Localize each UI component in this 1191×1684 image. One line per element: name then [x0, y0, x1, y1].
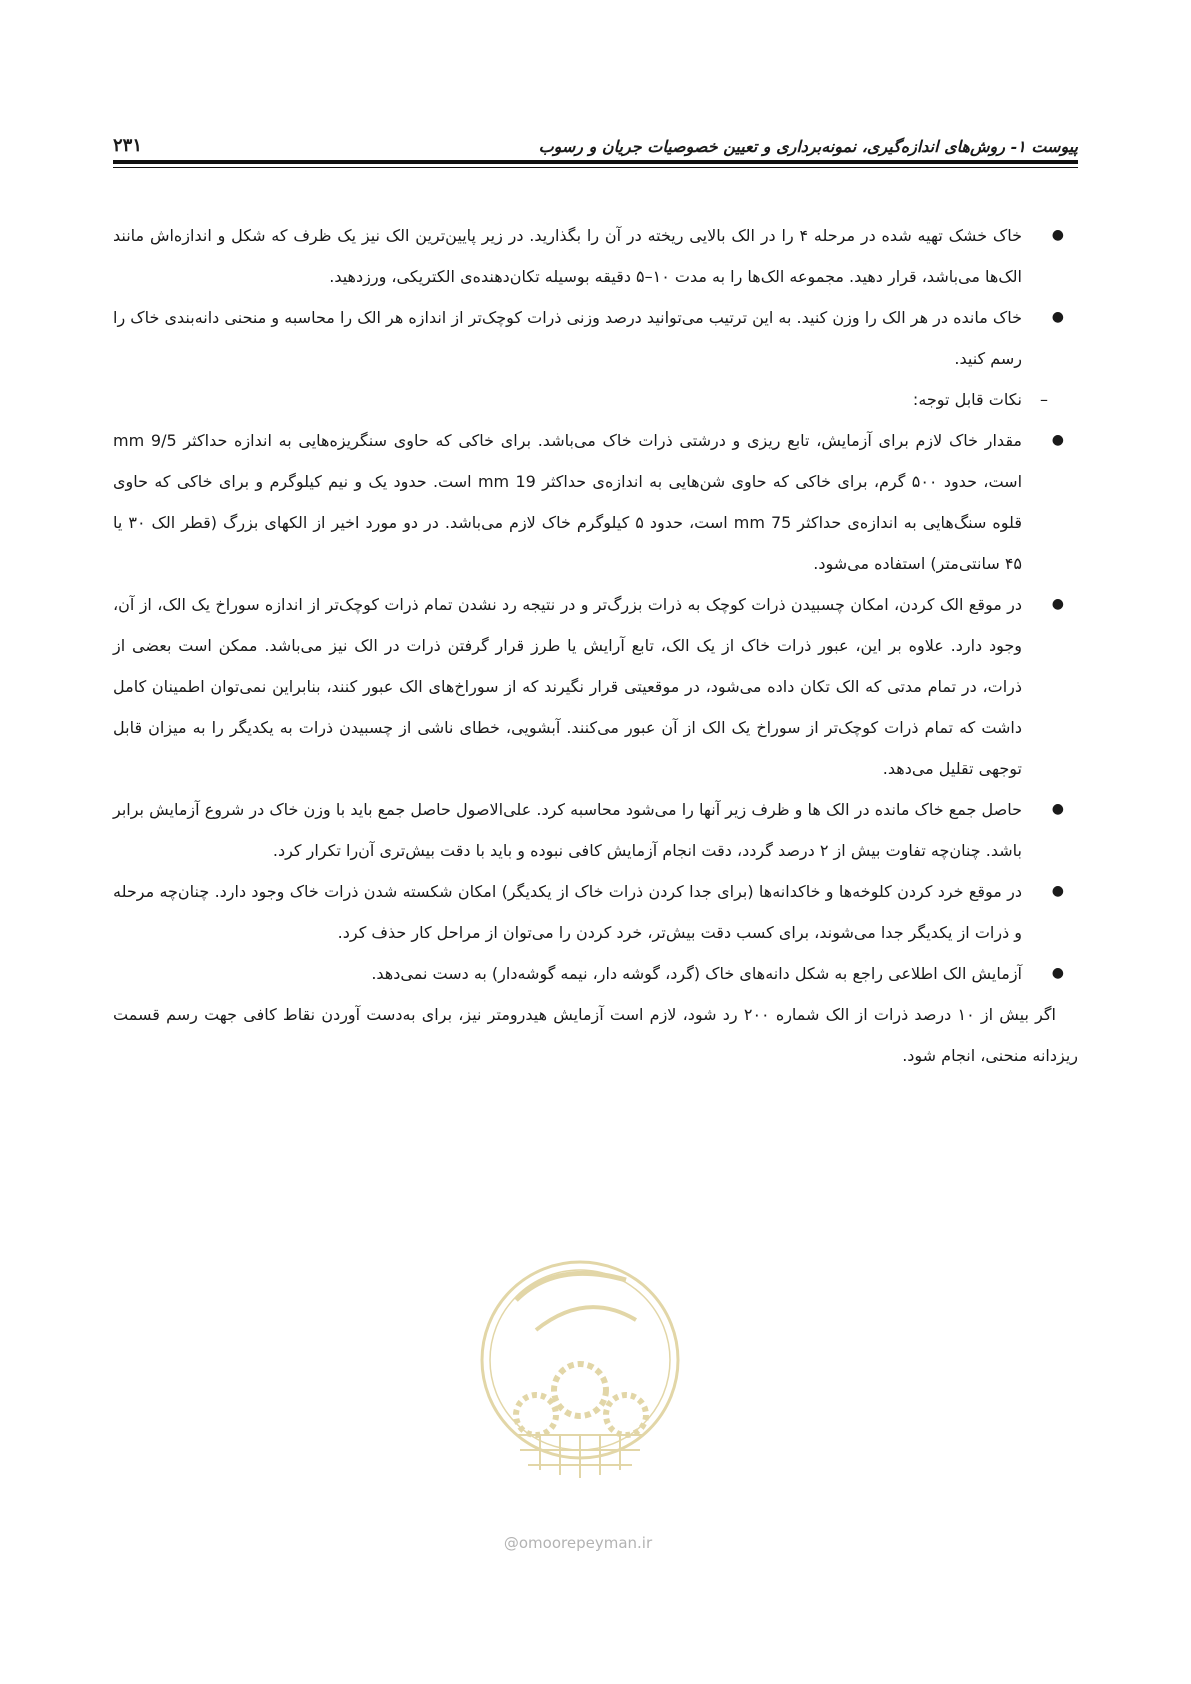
- bullet-text: حاصل جمع خاک مانده در الک ها و ظرف زیر آنها را می‌شود محاسبه کرد. علی‌الاصول حاصل جمع باید با وزن خاک در شروع آزمایش برابر باشد. چنان‌چه تفاوت بیش از ۲ درصد گردد، دقت انجام آزمایش کافی نبوده و باید با دقت بیش‌تری آن‌را تکرار کرد.: [113, 800, 1022, 860]
- body-content: [113, 215, 1078, 1076]
- page-header: [113, 126, 1078, 156]
- bullet-item: [113, 953, 1078, 994]
- bullet-dot-icon: ●: [1051, 596, 1064, 612]
- bullet-dot-icon: ●: [1051, 309, 1064, 325]
- bullet-item: [113, 871, 1078, 953]
- page-number: ۲۳۱: [113, 135, 143, 156]
- bullet-dot-icon: ●: [1051, 965, 1064, 981]
- bullet-item: [113, 297, 1078, 379]
- bullet-dot-icon: ●: [1051, 227, 1064, 243]
- running-title: پیوست ۱- روش‌های اندازه‌گیری، نمونه‌برداری و تعیین خصوصیات جریان و رسوب: [538, 137, 1078, 156]
- bullet-text: در موقع الک کردن، امکان چسبیدن ذرات کوچک به ذرات بزرگ‌تر و در نتیجه رد نشدن تمام ذرات کوچک‌تر از اندازه سوراخ یک الک، از آن، وجود دارد. علاوه بر این، عبور ذرات خاک از یک الک، تابع آرایش یا طرز قرار گرفتن ذرات در الک نیز می‌باشد. ممکن است بعضی از ذرات، در تمام مدتی که الک تکان داده می‌شود، در موقعیتی قرار نگیرند که از سوراخ‌های الک عبور کنند، بنابراین نمی‌توان اطمینان کامل داشت که تمام ذرات کوچک‌تر از سوراخ یک الک از آن عبور می‌کنند. آبشویی، خطای ناشی از چسبیدن ذرات به یکدیگر را به میزان قابل توجهی تقلیل می‌دهد.: [113, 595, 1022, 778]
- watermark-logo: [476, 1240, 684, 1540]
- bullet-item: [113, 215, 1078, 297]
- bullet-item: [113, 420, 1078, 584]
- bullet-item: [113, 584, 1078, 789]
- bullet-text: در موقع خرد کردن کلوخه‌ها و خاکدانه‌ها (برای جدا کردن ذرات خاک از یکدیگر) امکان شکسته شدن ذرات خاک وجود دارد. چنان‌چه مرحله و ذرات از یکدیگر جدا می‌شوند، برای کسب دقت بیش‌تر، خرد کردن را می‌توان از مراحل کار حذف کرد.: [113, 882, 1022, 942]
- header-rule-thick: [113, 160, 1078, 164]
- bullet-text: مقدار خاک لازم برای آزمایش، تابع ریزی و درشتی ذرات خاک می‌باشد. برای خاکی که حاوی سنگریزه‌هایی به اندازه حداکثر 9/5 mm است، حدود ۵۰۰ گرم، برای خاکی که حاوی شن‌هایی به اندازه‌ی حداکثر 19 mm است. حدود یک و نیم کیلوگرم و برای خاکی که حاوی قلوه سنگ‌هایی به اندازه‌ی حداکثر 75 mm است، حدود ۵ کیلوگرم خاک لازم می‌باشد. در دو مورد اخیر از الکهای بزرگ (قطر الک ۳۰ یا ۴۵ سانتی‌متر) استفاده می‌شود.: [113, 431, 1023, 573]
- bullet-dot-icon: ●: [1051, 801, 1064, 817]
- notes-heading-text: نکات قابل توجه:: [912, 390, 1022, 409]
- dash-icon: –: [1040, 390, 1048, 409]
- closing-paragraph: اگر بیش از ۱۰ درصد ذرات از الک شماره ۲۰۰ رد شود، لازم است آزمایش هیدرومتر نیز، برای به‌دست آوردن نقاط کافی جهت رسم قسمت ریزدانه منحنی، انجام شود.: [113, 1005, 1078, 1065]
- watermark-url: @omoorepeyman.ir: [503, 1534, 653, 1552]
- bullet-text: خاک خشک تهیه شده در مرحله ۴ را در الک بالایی ریخته در آن را بگذارید. در زیر پایین‌ترین الک نیز یک ظرف که شکل و اندازه‌اش مانند الک‌ها می‌باشد، قرار دهید. مجموعه الک‌ها را به مدت ۱۰–۵ دقیقه بوسیله تکان‌دهنده‌ی الکتریکی، ورزدهید.: [113, 226, 1022, 286]
- bullet-dot-icon: ●: [1051, 432, 1064, 448]
- bullet-text: خاک مانده در هر الک را وزن کنید. به این ترتیب می‌توانید درصد وزنی ذرات کوچک‌تر از اندازه هر الک را محاسبه و منحنی دانه‌بندی خاک را رسم کنید.: [113, 308, 1022, 368]
- bullet-dot-icon: ●: [1051, 883, 1064, 899]
- header-rule-thin: [113, 167, 1078, 168]
- notes-heading: [113, 379, 1078, 420]
- bullet-text: آزمایش الک اطلاعی راجع به شکل دانه‌های خاک (گرد، گوشه دار، نیمه گوشه‌دار) به دست نمی‌دهد.: [371, 964, 1022, 983]
- bullet-item: [113, 789, 1078, 871]
